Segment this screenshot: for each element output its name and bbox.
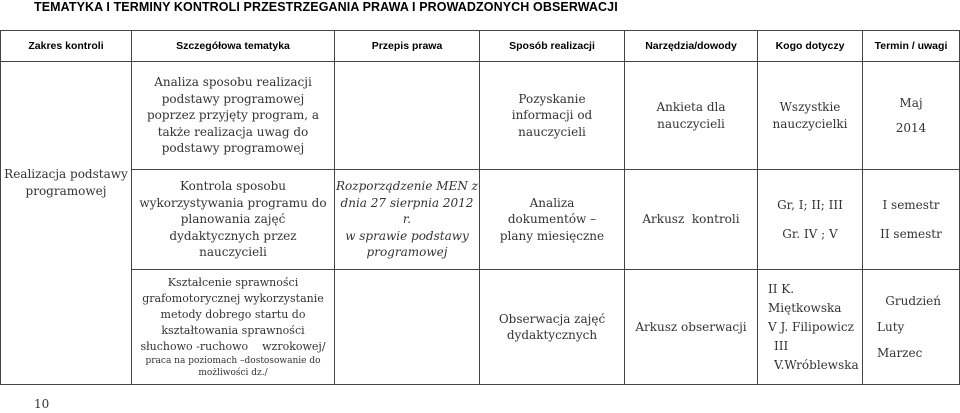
topic-note: praca na poziomach –dostosowanie do	[145, 356, 321, 366]
method-line: dydaktycznych	[506, 328, 598, 342]
topic-line: także realizacja uwag do	[157, 124, 309, 139]
control-table	[0, 30, 960, 385]
tools-line: Ankieta dla	[656, 100, 726, 114]
term-line: 2014	[895, 120, 927, 135]
scope-line: programowej	[25, 183, 107, 198]
topic-line: poprzez przyjęty program, a	[146, 108, 320, 123]
scope-line: Realizacja podstawy	[4, 167, 128, 181]
cell-topic	[132, 62, 335, 170]
cell-law	[335, 62, 480, 170]
topic-line: słuchowo -ruchowo wzrokowej/	[140, 340, 326, 353]
topic-line: wykorzystywania programu do	[139, 195, 327, 210]
method-line: Obserwacja zajęć	[498, 311, 606, 326]
method-line: Analiza	[529, 195, 575, 210]
page-title: TEMATYKA I TERMINY KONTROLI PRZESTRZEGANIA PRAWA I PROWADZONYCH OBSERWACJI	[34, 0, 618, 14]
method-line: nauczycieli	[518, 124, 586, 139]
who-line: Gr, I; II; III	[777, 198, 843, 212]
table-row	[1, 170, 960, 270]
method-line: dokumentów –	[507, 212, 597, 227]
header-term: Termin / uwagi	[863, 31, 960, 62]
cell-tools	[625, 62, 758, 170]
cell-tools	[625, 170, 758, 270]
cell-who	[758, 62, 863, 170]
topic-line: podstawy programowej	[161, 141, 305, 156]
cell-topic	[132, 170, 335, 270]
tools-line: Arkusz obserwacji	[635, 319, 747, 334]
who-line: II K. Miętkowska	[768, 281, 842, 315]
topic-line: nauczycieli	[199, 245, 267, 260]
header-method: Sposób realizacji	[480, 31, 625, 62]
header-scope: Zakres kontroli	[1, 31, 132, 62]
topic-line: planowania zajęć	[180, 212, 286, 227]
cell-law	[335, 170, 480, 270]
term-line: Maj	[899, 96, 923, 110]
table-header-row	[1, 31, 960, 62]
cell-who	[758, 170, 863, 270]
cell-term	[863, 62, 960, 170]
term-line: II semestr	[880, 226, 942, 241]
term-line: Luty	[877, 320, 905, 334]
who-line: V J. Filipowicz	[768, 319, 854, 334]
cell-method	[480, 170, 625, 270]
topic-note: możliwości dz./	[198, 368, 268, 378]
cell-who	[758, 270, 863, 385]
cell-method	[480, 270, 625, 385]
law-line: dnia 27 sierpnia 2012 r.	[340, 195, 474, 227]
term-line: I semestr	[882, 198, 940, 212]
law-line: w sprawie podstawy	[345, 228, 469, 243]
cell-tools	[625, 270, 758, 385]
cell-topic	[132, 270, 335, 385]
method-line: Pozyskanie	[518, 91, 586, 106]
term-line: Marzec	[877, 346, 923, 360]
topic-line: dydaktycznych przez	[169, 228, 297, 243]
table-row	[1, 62, 960, 170]
tools-line: Arkusz kontroli	[642, 212, 740, 227]
tools-line: nauczycieli	[657, 116, 725, 131]
cell-law	[335, 270, 480, 385]
cell-method	[480, 62, 625, 170]
topic-line: Kształcenie sprawności	[167, 276, 299, 289]
topic-line: kształtowania sprawności	[161, 324, 305, 337]
header-tools: Narzędzia/dowody	[625, 31, 758, 62]
header-law: Przepis prawa	[335, 31, 480, 62]
law-line: programowej	[366, 245, 448, 260]
cell-term	[863, 270, 960, 385]
who-line: Wszystkie	[779, 100, 841, 114]
topic-line: grafomotorycznej wykorzystanie	[142, 292, 324, 305]
topic-line: Analiza sposobu realizacji	[154, 75, 312, 90]
law-line: Rozporządzenie MEN z	[336, 179, 478, 194]
topic-line: Kontrola sposobu	[179, 179, 287, 194]
header-who: Kogo dotyczy	[758, 31, 863, 62]
method-line: plany miesięczne	[499, 228, 605, 243]
table-row	[1, 270, 960, 385]
method-line: informacji od	[511, 108, 593, 123]
term-line: Grudzień	[885, 294, 941, 308]
who-line: III V.Wróblewska	[774, 338, 859, 372]
topic-line: podstawy programowej	[161, 91, 305, 106]
cell-scope	[1, 62, 132, 385]
topic-line: metody dobrego startu do	[160, 308, 306, 321]
who-line: nauczycielki	[772, 116, 848, 131]
cell-term	[863, 170, 960, 270]
header-topic: Szczegółowa tematyka	[132, 31, 335, 62]
page-number: 10	[34, 397, 50, 411]
who-line: Gr. IV ; V	[782, 226, 838, 241]
